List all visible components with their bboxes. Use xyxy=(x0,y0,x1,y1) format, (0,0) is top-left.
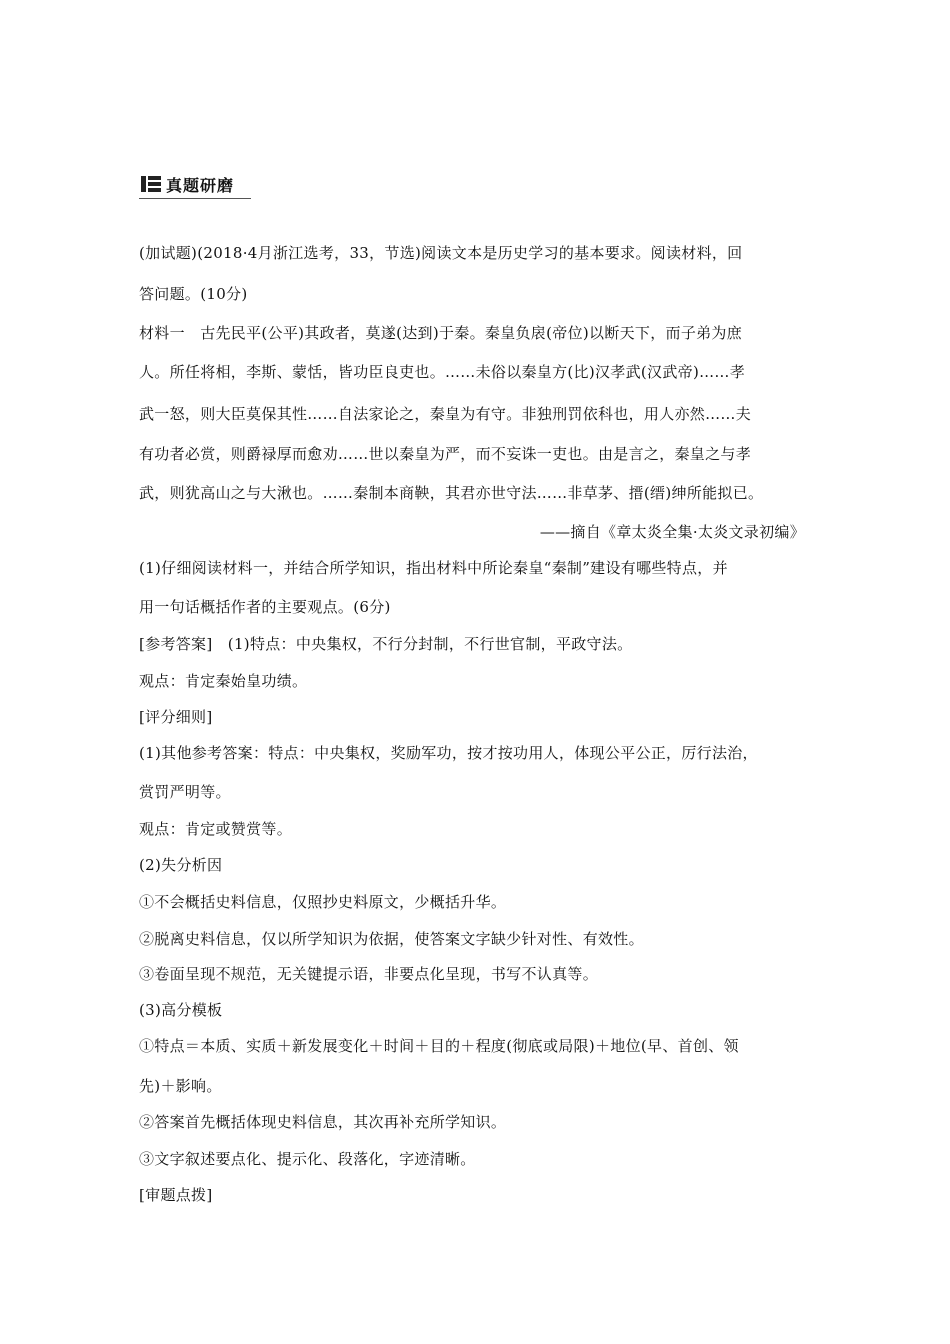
loss-analysis-heading: (2)失分析因 xyxy=(139,856,223,874)
template-item-1-line-2: 先)＋影响。 xyxy=(139,1077,222,1095)
template-item-1-line-1: ①特点＝本质、实质＋新发展变化＋时间＋目的＋程度(彻底或局限)＋地位(早、首创、领 xyxy=(139,1037,739,1055)
material-line-5: 武，则犹高山之与大湫也。……秦制本商鞅，其君亦世守法……非草茅、搢(缙)绅所能拟已。 xyxy=(139,484,764,502)
question-intro-line-2: 答问题。(10分) xyxy=(139,285,248,303)
section-header xyxy=(139,172,251,199)
template-item-3: ③文字叙述要点化、提示化、段落化，字迹清晰。 xyxy=(139,1150,476,1168)
material-source: ——摘自《章太炎全集·太炎文录初编》 xyxy=(539,523,805,541)
material-line-2: 人。所任将相，李斯、蒙恬，皆功臣良吏也。……未俗以秦皇方(比)汉孝武(汉武帝)……孝 xyxy=(139,363,746,381)
question-intro-line-1: (加试题)(2018·4月浙江选考，33，节选)阅读文本是历史学习的基本要求。阅读材料，回 xyxy=(139,244,743,262)
loss-analysis-item-2: ②脱离史料信息，仅以所学知识为依据，使答案文字缺少针对性、有效性。 xyxy=(139,930,644,948)
sub-question-line-1: (1)仔细阅读材料一，并结合所学知识，指出材料中所论秦皇“秦制”建设有哪些特点，并 xyxy=(139,559,728,577)
loss-analysis-item-3: ③卷面呈现不规范，无关键提示语，非要点化呈现，书写不认真等。 xyxy=(139,965,599,983)
other-viewpoint: 观点：肯定或赞赏等。 xyxy=(139,820,293,838)
review-tips-heading: [审题点拨] xyxy=(139,1186,213,1204)
other-answers-line-2: 赏罚严明等。 xyxy=(139,783,231,801)
reference-answer: [参考答案] (1)特点：中央集权，不行分封制，不行世官制，平政守法。 xyxy=(139,635,633,653)
template-item-2: ②答案首先概括体现史料信息，其次再补充所学知识。 xyxy=(139,1113,507,1131)
section-title: 真题研磨 xyxy=(166,176,235,195)
scoring-rules-heading: [评分细则] xyxy=(139,708,213,726)
sub-question-line-2: 用一句话概括作者的主要观点。(6分) xyxy=(139,598,391,616)
material-line-4: 有功者必赏，则爵禄厚而愈劝……世以秦皇为严，而不妄诛一吏也。由是言之，秦皇之与孝 xyxy=(139,445,752,463)
material-line-1: 材料一 古先民平(公平)其政者，莫遂(达到)于秦。秦皇负扆(帝位)以断天下，而子弟为庶 xyxy=(139,324,743,342)
material-line-3: 武一怒，则大臣莫保其性……自法家论之，秦皇为有守。非独刑罚依科也，用人亦然……夫 xyxy=(139,405,752,423)
loss-analysis-item-1: ①不会概括史料信息，仅照抄史料原文，少概括升华。 xyxy=(139,893,507,911)
template-heading: (3)高分模板 xyxy=(139,1001,223,1019)
other-answers-line-1: (1)其他参考答案：特点：中央集权，奖励军功，按才按功用人，体现公平公正，厉行法治， xyxy=(139,744,758,762)
reference-viewpoint: 观点：肯定秦始皇功绩。 xyxy=(139,672,308,690)
section-header-icon xyxy=(141,176,161,192)
